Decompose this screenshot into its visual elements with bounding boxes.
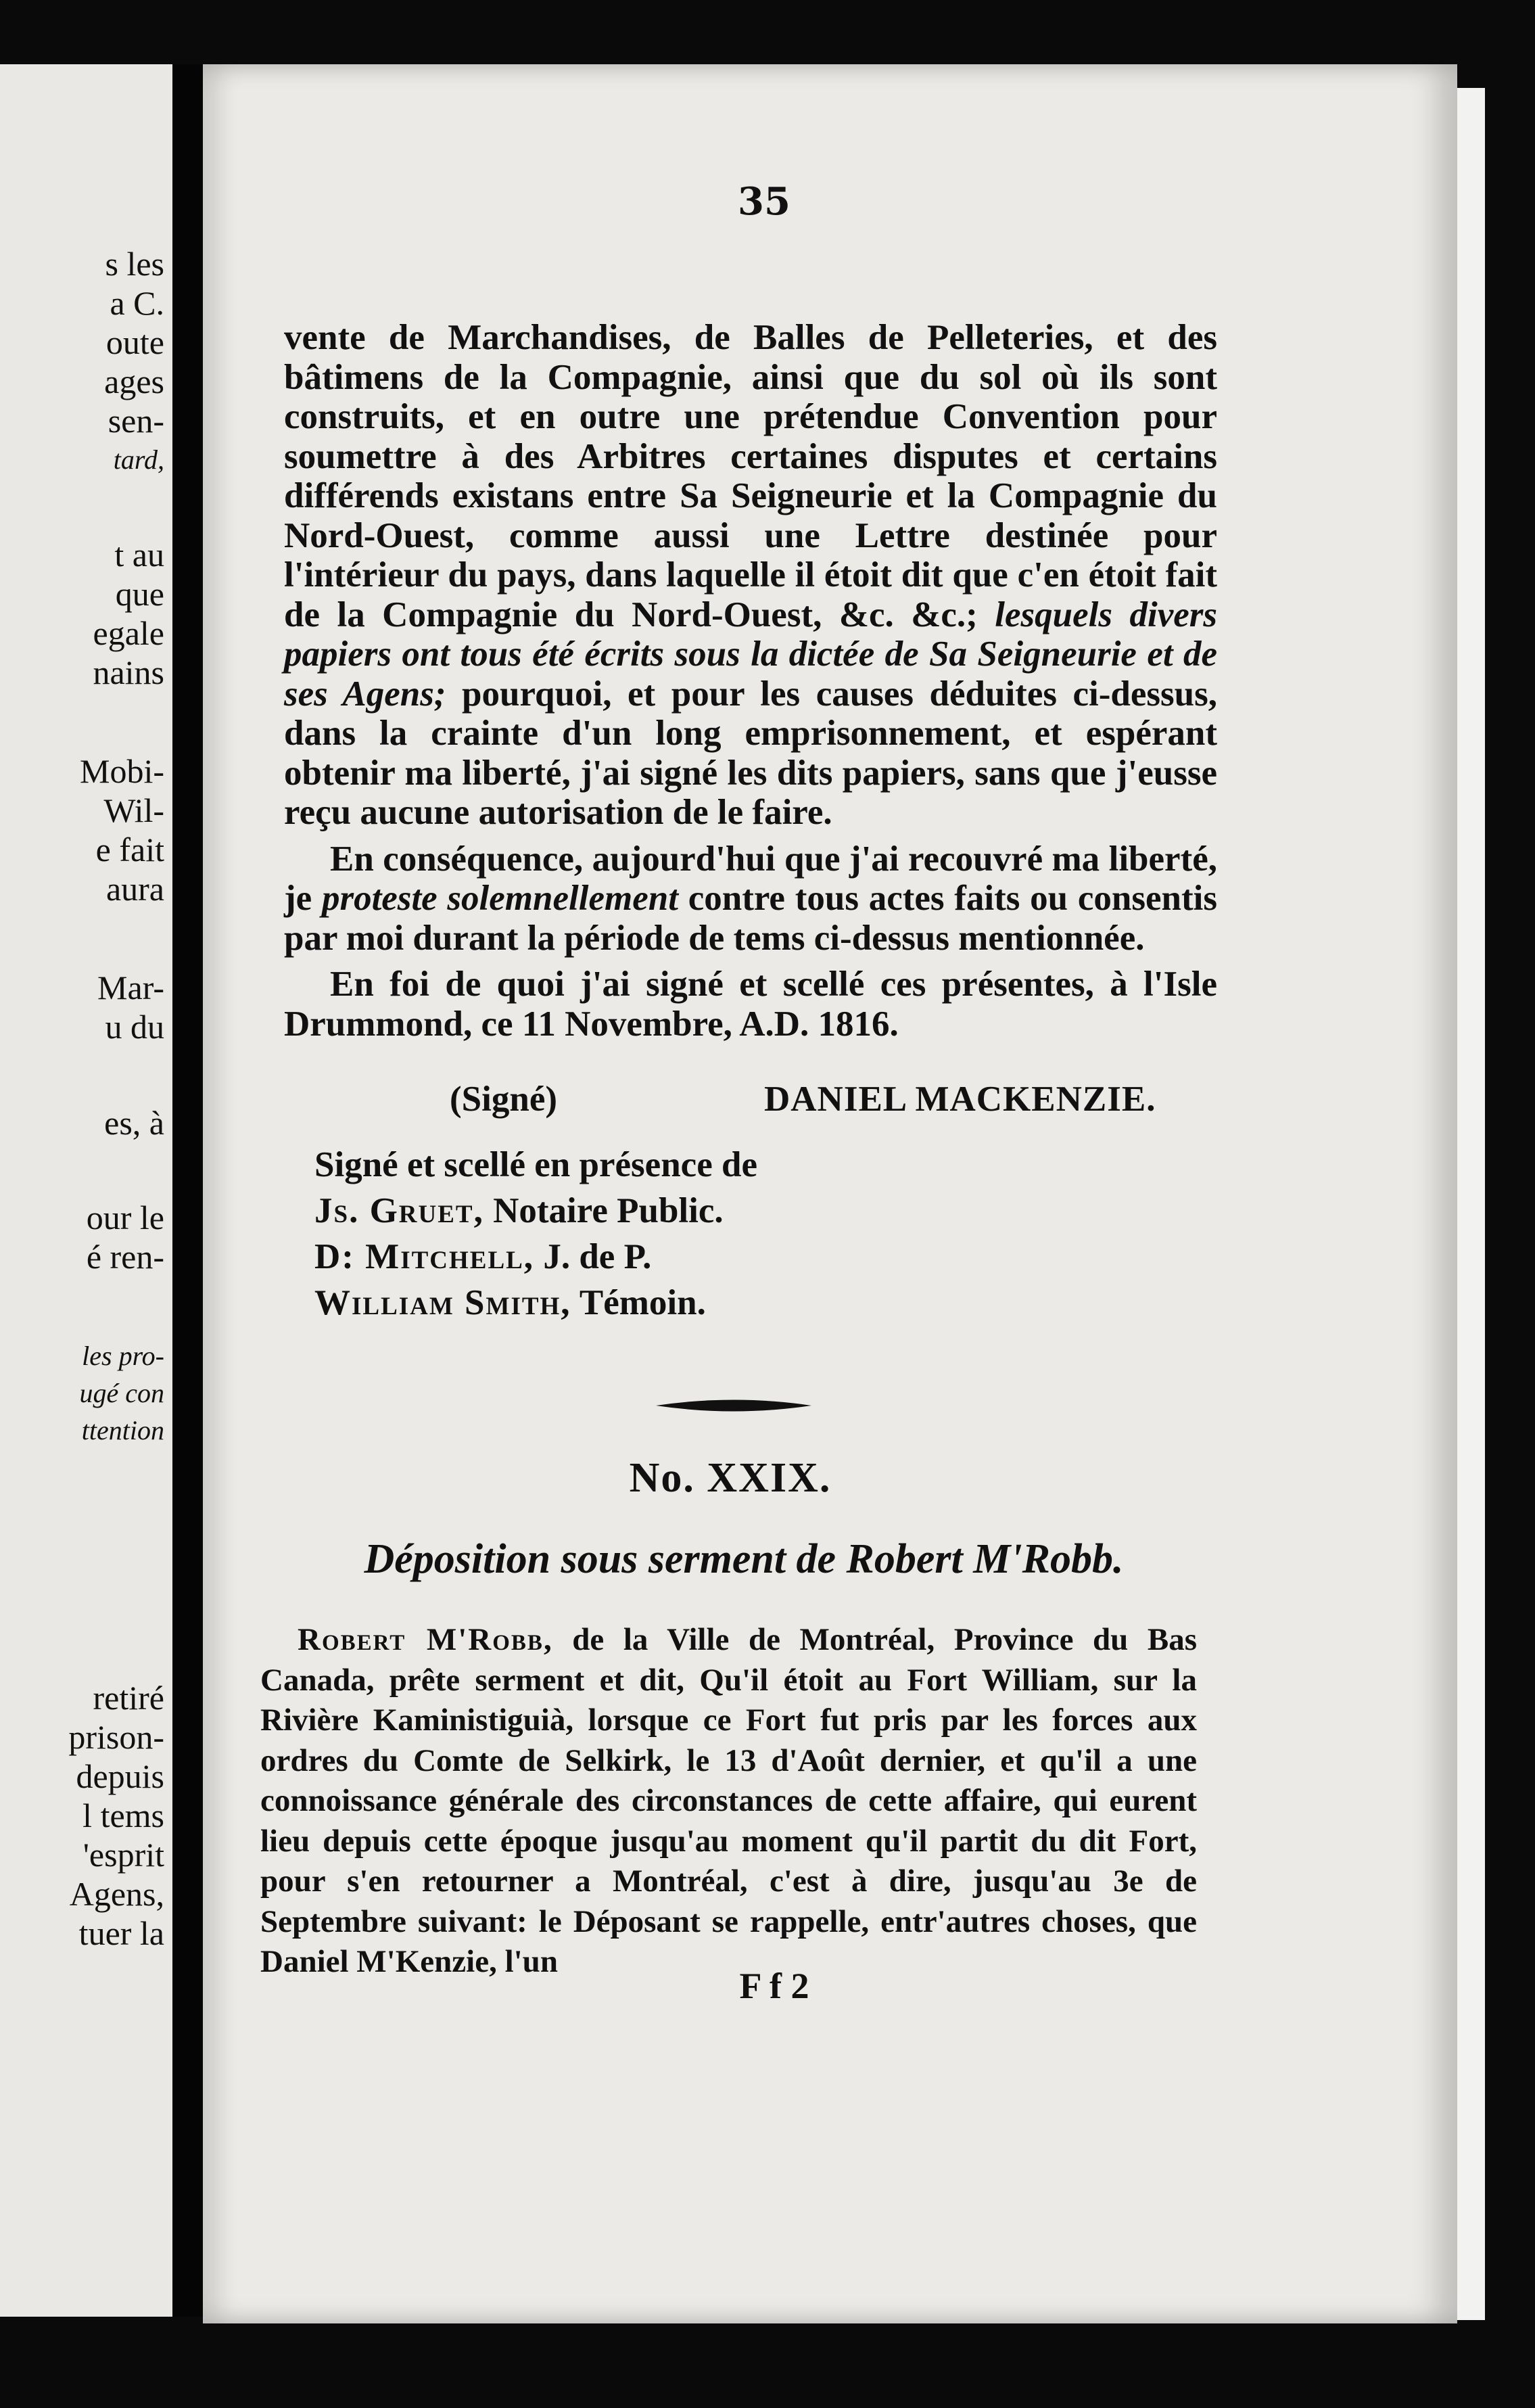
previous-page-text-fragment: nains	[93, 653, 164, 691]
previous-page-text-fragment: oute	[105, 323, 164, 361]
previous-page-text-fragment: t au	[114, 536, 164, 574]
witness-line	[314, 1234, 757, 1280]
signer-name: DANIEL MACKENZIE.	[764, 1080, 1156, 1119]
ornamental-divider	[656, 1397, 811, 1414]
witness-list	[314, 1142, 757, 1326]
paragraph-1: vente de Marchandises, de Balles de Pelleteries, et des bâtimens de la Compagnie, ainsi que du sol où ils sont construits, et en outre une prétendue Convention pour soumettre à des Arbitres certaines disputes et certains différends existans entre Sa Seigneurie et la Compagnie du Nord-Ouest, comme aussi une Lettre destinée pour l'intérieur du pays, dans laquelle il étoit dit que c'en étoit fait de la Compagnie du Nord-Ouest, &c. &c.; lesquels divers papiers ont tous été écrits sous la dictée de Sa Seigneurie et de ses Agens; pourquoi, et pour les causes déduites ci-dessus, dans la crainte d'un long emprisonnement, et espérant obtenir ma liberté, j'ai signé les dits papiers, sans que j'eusse reçu aucune autorisation de le faire.	[284, 318, 1218, 832]
previous-page-text-fragment: Mobi-	[80, 752, 164, 790]
witness-intro: Signé et scellé en présence de	[314, 1145, 757, 1184]
previous-page-text-fragment: Wil-	[103, 791, 164, 829]
paragraph-2: En conséquence, aujourd'hui que j'ai recouvré ma liberté, je proteste solemnellement contre tous actes faits ou consentis par moi durant la période de tems ci-dessus mentionnée.	[284, 839, 1218, 958]
previous-page-text-fragment: les pro-	[82, 1341, 164, 1371]
previous-page-text-fragment: ugé con	[79, 1378, 164, 1408]
previous-page-text-fragment: s les	[105, 245, 164, 283]
previous-page-text-fragment: tuer la	[78, 1914, 164, 1952]
previous-page-text-fragment: 'esprit	[82, 1836, 164, 1874]
previous-page-text-fragment: ttention	[81, 1415, 164, 1445]
witness-name: D: Mitchell,	[314, 1237, 535, 1276]
body-text	[284, 318, 1217, 1044]
witness-role: Témoin.	[579, 1283, 706, 1322]
previous-page-text-fragment: Mar-	[97, 969, 164, 1006]
paragraph-3: En foi de quoi j'ai signé et scellé ces présentes, à l'Isle Drummond, ce 11 Novembre, A.D. 1816.	[284, 965, 1217, 1044]
previous-page-text-fragment: e fait	[95, 831, 164, 869]
document-number: No. XXIX.	[629, 1455, 832, 1501]
witness-role: J. de P.	[543, 1237, 652, 1276]
previous-page-text-fragment: tard,	[113, 444, 164, 475]
witness-line	[314, 1188, 757, 1234]
previous-page-text-fragment: depuis	[76, 1757, 164, 1795]
previous-page-text-fragment: es, à	[104, 1104, 164, 1142]
witness-role: Notaire Public.	[493, 1191, 724, 1230]
previous-page-text-fragment: que	[115, 575, 164, 613]
previous-page-strip	[0, 64, 172, 2317]
previous-page-text-fragment: é ren-	[86, 1238, 164, 1276]
witness-name: William Smith,	[314, 1283, 571, 1322]
witness-name: Js. Gruet,	[314, 1191, 484, 1230]
previous-page-text-fragment: retiré	[93, 1679, 164, 1717]
document-title: Déposition sous serment de Robert M'Robb.	[364, 1536, 1124, 1582]
witness-line	[314, 1280, 757, 1326]
previous-page-text-fragment: egale	[93, 614, 164, 652]
previous-page-text-fragment: our le	[86, 1199, 164, 1236]
deponent-name: Robert M'Robb,	[298, 1622, 553, 1657]
printer-signature-mark: F f 2	[739, 1966, 809, 2006]
previous-page-text-fragment: sen-	[108, 402, 164, 440]
previous-page-text-fragment: prison-	[68, 1718, 164, 1756]
previous-page-text-fragment: ages	[104, 363, 164, 400]
previous-page-text-fragment: a C.	[110, 284, 164, 322]
previous-page-text-fragment: l tems	[82, 1797, 164, 1834]
page-number: 35	[738, 179, 790, 224]
signed-mark: (Signé)	[450, 1080, 557, 1119]
previous-page-text-fragment: u du	[105, 1008, 164, 1046]
deposition-text: Robert M'Robb, de la Ville de Montréal, Province du Bas Canada, prête serment et dit, Qu'il étoit au Fort William, sur la Rivière Kaministiguià, lorsque ce Fort fut pris par les forces aux ordres du Comte de Selkirk, le 13 d'Août dernier, et qu'il a une connoissance générale des circonstances de cette affaire, qui eurent lieu depuis cette époque jusqu'au moment qu'il partit du dit Fort, pour s'en retourner a Montréal, c'est à dire, jusqu'au 3e de Septembre suivant: le Déposant se rappelle, entr'autres choses, que Daniel M'Kenzie, l'un	[260, 1622, 1197, 1979]
previous-page-text-fragment: aura	[105, 870, 164, 908]
previous-page-text-fragment: Agens,	[69, 1875, 164, 1913]
